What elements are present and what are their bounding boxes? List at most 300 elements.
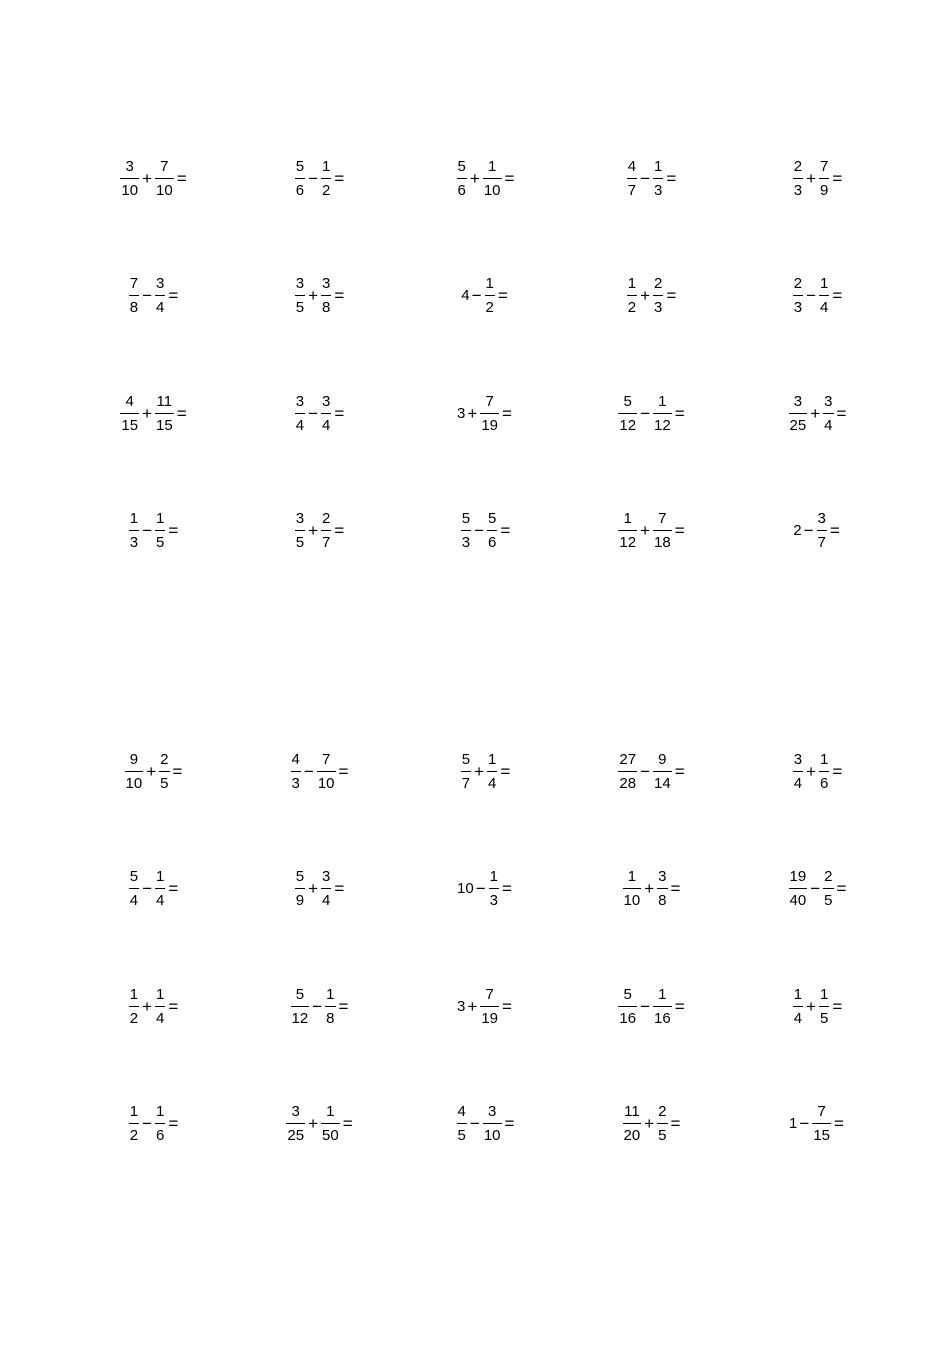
- fraction: [455, 159, 469, 198]
- equals-sign: =: [502, 996, 512, 1016]
- numerator: 3: [291, 1103, 300, 1120]
- problem-cell: [568, 861, 734, 917]
- numerator: 11: [156, 392, 173, 410]
- numerator: 5: [461, 510, 471, 527]
- fraction: [153, 511, 167, 550]
- problem-cell: [70, 385, 236, 441]
- fraction: [319, 869, 333, 908]
- denominator: 2: [485, 299, 494, 316]
- numerator: 3: [793, 392, 803, 410]
- expression: [289, 743, 350, 799]
- problem-cell: [568, 150, 734, 206]
- numerator: 5: [295, 985, 305, 1003]
- numerator: 9: [658, 750, 667, 768]
- whole-number: 4: [461, 287, 470, 304]
- problem-cell: [734, 743, 900, 799]
- fraction: [284, 1104, 307, 1143]
- fraction-bar: [653, 295, 663, 296]
- denominator: 25: [789, 416, 807, 434]
- expression: [793, 503, 841, 559]
- denominator: 4: [488, 774, 497, 792]
- fraction-bar: [653, 530, 672, 531]
- operator: +: [146, 761, 157, 781]
- equals-sign: =: [334, 403, 345, 423]
- fraction-bar: [129, 530, 139, 531]
- fraction-bar: [487, 530, 497, 531]
- equals-sign: =: [670, 1114, 681, 1133]
- denominator: 4: [156, 1009, 165, 1027]
- denominator: 12: [291, 1009, 309, 1027]
- problem-cell: [70, 861, 236, 917]
- fraction-bar: [321, 888, 331, 889]
- denominator: 2: [322, 181, 331, 199]
- denominator: 6: [295, 181, 305, 199]
- operator: +: [469, 168, 480, 188]
- fraction: [157, 752, 171, 791]
- whole-number: 10: [457, 880, 474, 897]
- fraction-bar: [321, 413, 331, 414]
- denominator: 28: [619, 774, 637, 792]
- fraction-bar: [291, 1006, 310, 1007]
- numerator: 4: [291, 750, 300, 768]
- fraction: [481, 159, 504, 198]
- fraction-bar: [461, 530, 471, 531]
- equals-sign: =: [502, 403, 512, 423]
- fraction: [655, 1104, 669, 1143]
- numerator: 1: [326, 985, 335, 1003]
- fraction: [621, 869, 644, 908]
- fraction-bar: [618, 1006, 637, 1007]
- fraction-bar: [819, 771, 829, 772]
- fraction-bar: [159, 771, 169, 772]
- denominator: 6: [457, 181, 466, 199]
- fraction-bar: [819, 1006, 829, 1007]
- fraction: [625, 276, 639, 315]
- fraction: [485, 511, 499, 550]
- expression: [289, 978, 350, 1034]
- fraction: [625, 159, 639, 198]
- numerator: 1: [129, 1103, 139, 1120]
- denominator: 4: [156, 892, 165, 909]
- fraction: [791, 752, 805, 791]
- expression: [791, 743, 844, 799]
- expression: [791, 978, 844, 1034]
- equals-sign: =: [172, 761, 183, 781]
- numerator: 3: [322, 275, 331, 292]
- fraction-bar: [657, 888, 667, 889]
- fraction-bar: [129, 1006, 139, 1007]
- numerator: 1: [156, 510, 165, 527]
- fraction-bar: [618, 771, 637, 772]
- fraction: [127, 1104, 141, 1143]
- fraction: [127, 276, 141, 315]
- fraction: [315, 752, 338, 791]
- denominator: 5: [824, 892, 833, 909]
- denominator: 19: [481, 416, 499, 434]
- fraction-bar: [295, 888, 305, 889]
- problem-cell: [70, 743, 236, 799]
- operator: −: [142, 521, 152, 540]
- fraction-bar: [480, 1006, 499, 1007]
- operator: −: [469, 1114, 480, 1133]
- fraction-bar: [793, 1006, 803, 1007]
- equals-sign: =: [500, 761, 511, 781]
- fraction: [319, 159, 333, 198]
- expression: [293, 503, 346, 559]
- problem-cell: [236, 1096, 402, 1152]
- denominator: 3: [793, 299, 803, 316]
- denominator: 6: [820, 774, 829, 792]
- fraction: [127, 987, 141, 1026]
- problem-cell: [734, 978, 900, 1034]
- denominator: 4: [322, 892, 331, 909]
- problem-row: [70, 861, 900, 979]
- numerator: 1: [156, 1103, 165, 1120]
- fraction: [478, 394, 501, 433]
- equals-sign: =: [832, 996, 843, 1016]
- numerator: 19: [789, 868, 807, 885]
- expression: [625, 268, 678, 324]
- numerator: 7: [485, 392, 494, 410]
- numerator: 5: [457, 157, 466, 175]
- fraction-bar: [457, 1123, 467, 1124]
- numerator: 4: [627, 157, 637, 175]
- numerator: 1: [485, 275, 494, 292]
- denominator: 12: [619, 534, 637, 551]
- problem-set-1: [70, 150, 900, 620]
- expression: [457, 385, 513, 441]
- denominator: 8: [322, 299, 331, 316]
- problem-cell: [70, 268, 236, 324]
- numerator: 1: [627, 868, 637, 885]
- fraction: [817, 276, 831, 315]
- expression: [127, 1096, 180, 1152]
- fraction-bar: [291, 771, 301, 772]
- numerator: 3: [125, 157, 134, 175]
- expression: [621, 861, 682, 917]
- denominator: 19: [481, 1009, 499, 1027]
- problem-cell: [568, 385, 734, 441]
- problem-row: [70, 978, 900, 1096]
- fraction: [153, 276, 167, 315]
- numerator: 7: [129, 275, 139, 292]
- denominator: 10: [317, 774, 335, 792]
- numerator: 5: [295, 157, 305, 175]
- numerator: 4: [457, 1103, 466, 1120]
- operator: +: [644, 1114, 655, 1133]
- expression: [293, 861, 346, 917]
- fraction: [118, 159, 141, 198]
- fraction-bar: [129, 295, 139, 296]
- denominator: 12: [654, 416, 671, 434]
- fraction: [817, 159, 831, 198]
- fraction-bar: [819, 178, 829, 179]
- operator: +: [142, 403, 152, 423]
- fraction: [123, 752, 146, 791]
- denominator: 7: [627, 181, 637, 199]
- expression: [787, 385, 848, 441]
- numerator: 7: [322, 750, 331, 768]
- operator: +: [142, 168, 152, 188]
- equals-sign: =: [834, 1114, 844, 1133]
- fraction: [791, 159, 805, 198]
- denominator: 5: [295, 534, 305, 551]
- denominator: 2: [129, 1009, 139, 1027]
- whole-number: 1: [789, 1115, 798, 1132]
- denominator: 3: [129, 534, 139, 551]
- problem-cell: [402, 385, 568, 441]
- fraction: [153, 159, 176, 198]
- numerator: 3: [322, 868, 331, 885]
- equals-sign: =: [832, 168, 843, 188]
- denominator: 5: [457, 1127, 466, 1144]
- numerator: 2: [322, 510, 331, 527]
- fraction-bar: [618, 530, 637, 531]
- numerator: 1: [156, 868, 165, 885]
- equals-sign: =: [334, 521, 345, 540]
- fraction: [459, 752, 473, 791]
- fraction: [483, 276, 497, 315]
- equals-sign: =: [836, 403, 847, 423]
- expression: [123, 743, 184, 799]
- problem-cell: [734, 861, 900, 917]
- fraction: [153, 987, 167, 1026]
- operator: +: [308, 879, 318, 898]
- equals-sign: =: [674, 403, 685, 423]
- denominator: 3: [654, 181, 663, 199]
- operator: +: [806, 761, 816, 781]
- denominator: 6: [156, 1127, 165, 1144]
- fraction-bar: [321, 530, 331, 531]
- numerator: 5: [295, 868, 305, 885]
- denominator: 3: [291, 774, 300, 792]
- fraction-bar: [129, 1123, 139, 1124]
- operator: +: [474, 761, 484, 781]
- fraction: [651, 752, 674, 791]
- fraction-bar: [489, 888, 499, 889]
- problem-cell: [568, 503, 734, 559]
- denominator: 2: [627, 299, 637, 316]
- fraction-bar: [155, 1006, 165, 1007]
- denominator: 4: [793, 774, 803, 792]
- fraction-bar: [485, 295, 495, 296]
- denominator: 7: [817, 534, 826, 551]
- equals-sign: =: [674, 521, 685, 540]
- fraction: [127, 869, 141, 908]
- fraction-bar: [125, 771, 144, 772]
- problem-row: [70, 743, 900, 861]
- numerator: 1: [627, 275, 637, 292]
- denominator: 6: [488, 534, 497, 551]
- fraction-bar: [295, 295, 305, 296]
- numerator: 2: [793, 157, 803, 175]
- equals-sign: =: [168, 286, 179, 305]
- problem-cell: [402, 503, 568, 559]
- fraction: [323, 987, 337, 1026]
- fraction: [289, 987, 312, 1026]
- problem-cell: [236, 268, 402, 324]
- problem-cell: [402, 978, 568, 1034]
- numerator: 5: [623, 392, 632, 410]
- denominator: 9: [820, 181, 829, 199]
- problem-cell: [236, 978, 402, 1034]
- fraction-bar: [483, 1123, 502, 1124]
- problem-cell: [236, 150, 402, 206]
- fraction: [821, 394, 835, 433]
- denominator: 3: [489, 892, 499, 909]
- denominator: 8: [658, 892, 667, 909]
- denominator: 7: [322, 534, 331, 551]
- equals-sign: =: [502, 879, 512, 898]
- fraction: [293, 159, 307, 198]
- equals-sign: =: [829, 521, 840, 540]
- numerator: 11: [624, 1103, 640, 1120]
- problem-cell: [568, 268, 734, 324]
- expression: [118, 385, 187, 441]
- numerator: 1: [820, 985, 829, 1003]
- denominator: 2: [129, 1127, 139, 1144]
- numerator: 1: [488, 750, 497, 768]
- fraction: [319, 276, 333, 315]
- problem-cell: [236, 503, 402, 559]
- fraction: [791, 276, 805, 315]
- fraction: [485, 752, 499, 791]
- fraction: [787, 394, 810, 433]
- numerator: 1: [326, 1103, 335, 1120]
- denominator: 15: [813, 1127, 831, 1144]
- numerator: 1: [658, 985, 667, 1003]
- equals-sign: =: [674, 996, 685, 1016]
- problem-cell: [236, 385, 402, 441]
- problem-cell: [734, 503, 900, 559]
- problem-cell: [734, 150, 900, 206]
- denominator: 5: [295, 299, 305, 316]
- denominator: 5: [156, 534, 165, 551]
- fraction-bar: [823, 413, 833, 414]
- operator: −: [803, 521, 814, 540]
- operator: +: [810, 403, 821, 423]
- numerator: 2: [160, 750, 169, 768]
- numerator: 3: [824, 392, 833, 410]
- numerator: 1: [488, 157, 497, 175]
- fraction: [289, 752, 303, 791]
- denominator: 15: [121, 416, 139, 434]
- operator: +: [308, 1114, 318, 1133]
- expression: [127, 861, 180, 917]
- fraction-bar: [129, 888, 139, 889]
- fraction: [616, 987, 639, 1026]
- numerator: 3: [658, 868, 667, 885]
- expression: [459, 503, 512, 559]
- fraction: [651, 394, 674, 433]
- problem-row: [70, 1096, 900, 1214]
- fraction-bar: [295, 530, 305, 531]
- fraction-bar: [623, 888, 642, 889]
- denominator: 16: [619, 1009, 637, 1027]
- fraction: [821, 869, 835, 908]
- expression: [621, 1096, 682, 1152]
- fraction-bar: [653, 1006, 672, 1007]
- operator: +: [308, 521, 318, 540]
- fraction-bar: [653, 178, 663, 179]
- expression: [127, 503, 180, 559]
- numerator: 1: [654, 157, 663, 175]
- expression: [791, 268, 844, 324]
- operator: −: [308, 403, 318, 423]
- operator: −: [640, 996, 650, 1016]
- denominator: 40: [789, 892, 807, 909]
- denominator: 3: [654, 299, 663, 316]
- fraction-bar: [286, 1123, 305, 1124]
- equals-sign: =: [168, 1114, 179, 1133]
- expression: [455, 1096, 516, 1152]
- fraction: [651, 987, 674, 1026]
- operator: −: [303, 761, 314, 781]
- expression: [461, 268, 509, 324]
- fraction: [459, 511, 473, 550]
- fraction: [817, 752, 831, 791]
- numerator: 1: [129, 510, 139, 527]
- fraction: [815, 511, 829, 550]
- fraction: [293, 869, 307, 908]
- fraction-bar: [155, 295, 165, 296]
- fraction-bar: [155, 530, 165, 531]
- fraction: [153, 394, 176, 433]
- fraction: [293, 276, 307, 315]
- equals-sign: =: [832, 761, 843, 781]
- numerator: 1: [820, 275, 829, 292]
- operator: +: [644, 879, 655, 898]
- numerator: 7: [820, 157, 829, 175]
- fraction-bar: [321, 295, 331, 296]
- operator: +: [640, 521, 650, 540]
- denominator: 12: [619, 416, 637, 434]
- fraction-bar: [793, 295, 803, 296]
- denominator: 10: [483, 181, 501, 199]
- denominator: 4: [824, 416, 833, 434]
- denominator: 5: [160, 774, 169, 792]
- numerator: 3: [295, 392, 305, 410]
- numerator: 1: [322, 157, 331, 175]
- numerator: 4: [125, 392, 134, 410]
- fraction-bar: [321, 1123, 340, 1124]
- numerator: 1: [156, 985, 165, 1003]
- numerator: 1: [658, 392, 667, 410]
- operator: +: [142, 996, 152, 1016]
- expression: [459, 743, 512, 799]
- expression: [455, 150, 516, 206]
- denominator: 4: [820, 299, 829, 316]
- fraction-bar: [789, 888, 808, 889]
- operator: −: [640, 403, 650, 423]
- equals-sign: =: [504, 1114, 515, 1133]
- denominator: 9: [295, 892, 305, 909]
- numerator: 2: [793, 275, 803, 292]
- operator: +: [806, 168, 816, 188]
- fraction-bar: [793, 771, 803, 772]
- fraction-bar: [317, 771, 336, 772]
- fraction-bar: [812, 1123, 831, 1124]
- expression: [293, 385, 346, 441]
- denominator: 8: [326, 1009, 335, 1027]
- equals-sign: =: [500, 521, 511, 540]
- fraction-bar: [295, 413, 305, 414]
- denominator: 4: [156, 299, 165, 316]
- fraction: [118, 394, 141, 433]
- operator: +: [467, 996, 478, 1016]
- numerator: 2: [824, 868, 833, 885]
- equals-sign: =: [832, 286, 843, 305]
